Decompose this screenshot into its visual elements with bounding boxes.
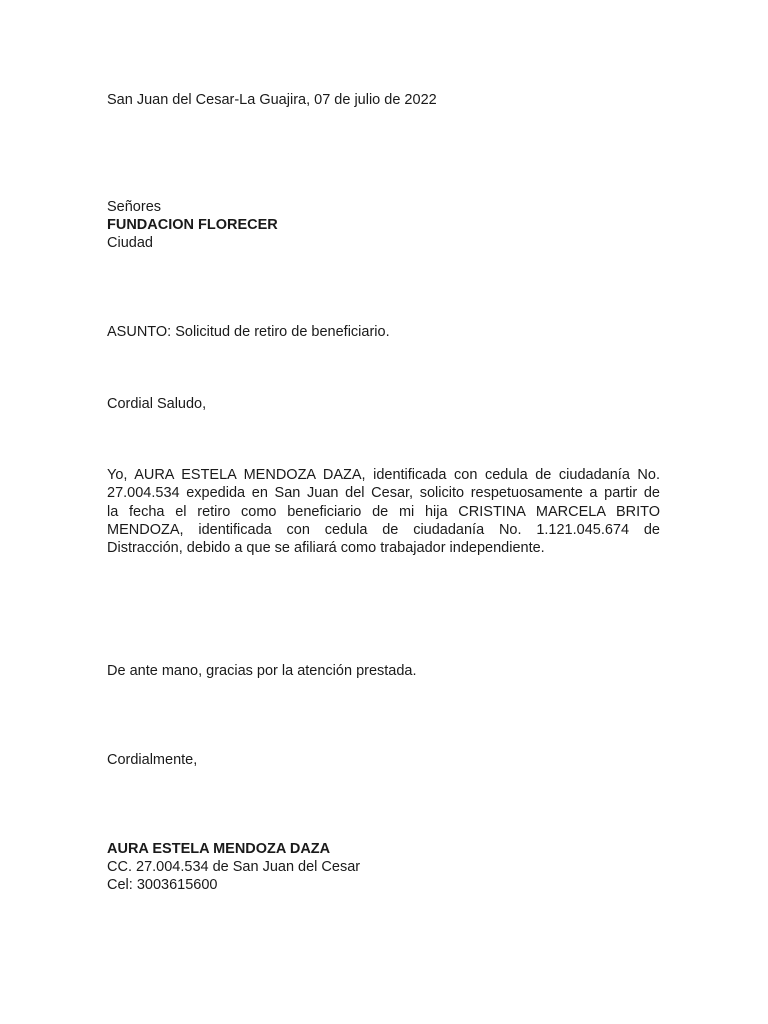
recipient-city: Ciudad [107,235,153,251]
place-date: San Juan del Cesar-La Guajira, 07 de julio de 2022 [107,92,437,108]
body-paragraph [107,466,660,557]
body-line: la fecha el retiro como beneficiario de mi hija CRISTINA MARCELA BRITO [107,503,660,520]
body-line: Yo, AURA ESTELA MENDOZA DAZA, identificada con cedula de ciudadanía No. [107,467,660,483]
body-line: Distracción, debido a que se afiliará como trabajador independiente. [107,540,545,557]
greeting: Cordial Saludo, [107,396,207,412]
signature-id: CC. 27.004.534 de San Juan del Cesar [107,859,361,875]
recipient-organization: FUNDACION FLORECER [107,217,278,233]
body-line: 27.004.534 expedida en San Juan del Cesar, solicito respetuosamente a partir de [107,485,660,502]
signature-name: AURA ESTELA MENDOZA DAZA [107,841,331,857]
recipient-salutation: Señores [107,199,162,215]
closing: Cordialmente, [107,752,198,768]
body-line: MENDOZA, identificada con cedula de ciudadanía No. 1.121.045.674 de [107,521,660,538]
thanks-line: De ante mano, gracias por la atención prestada. [107,663,417,679]
subject-line: ASUNTO: Solicitud de retiro de beneficiario. [107,324,390,340]
signature-phone: Cel: 3003615600 [107,877,218,893]
